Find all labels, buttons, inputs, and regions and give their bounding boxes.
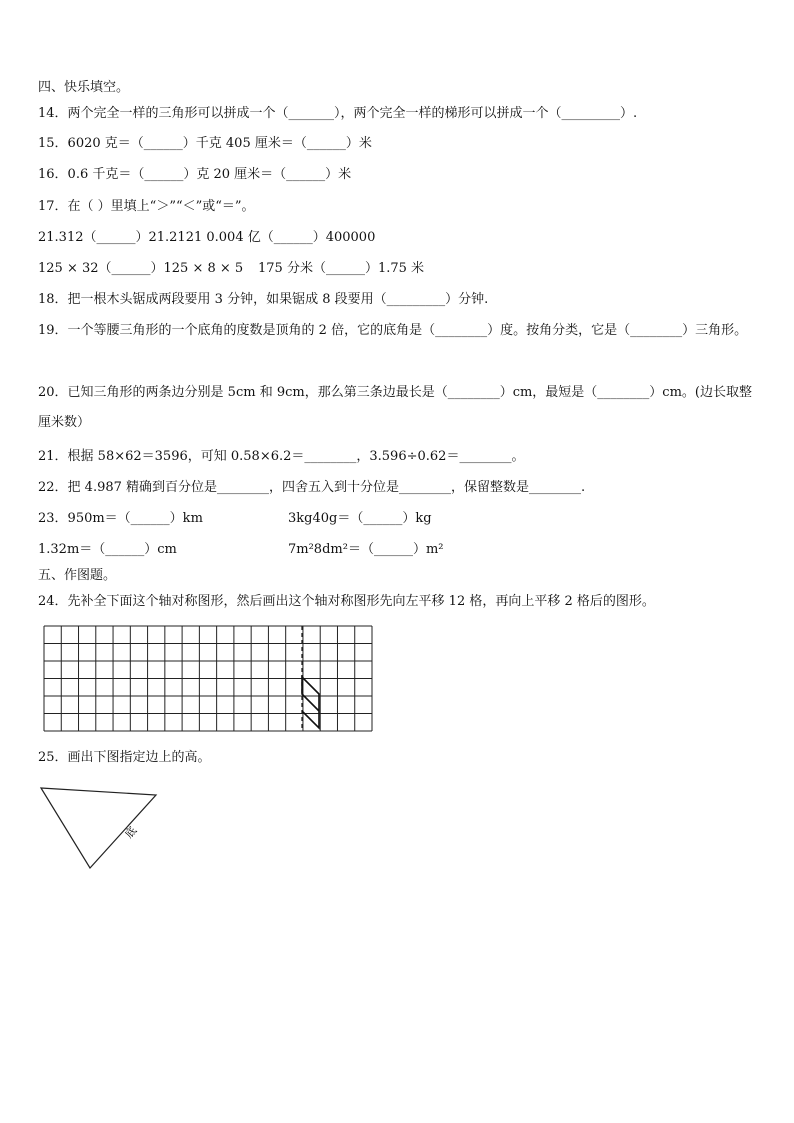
question-text: 先补全下面这个轴对称图形，然后画出这个轴对称图形先向左平移 12 格，再向上平移 2 格后的图形。 — [67, 594, 655, 609]
question-text: 把 4.987 精确到百分位是________，四舍五入到十分位是________，保留整数是________. — [67, 480, 586, 495]
section-heading-fill-blank: 四、快乐填空。 — [38, 80, 130, 95]
question-number: 18． — [38, 292, 68, 307]
question-text: 根据 58×62＝3596，可知 0.58×6.2＝________，3.596÷0.62＝________。 — [67, 449, 525, 464]
question-15 — [38, 135, 764, 153]
question-text: 画出下图指定边上的高。 — [67, 750, 211, 765]
question-number: 21． — [38, 449, 68, 464]
triangle-figure — [36, 783, 166, 873]
question-number: 20． — [38, 385, 68, 400]
question-number: 25． — [38, 750, 68, 765]
question-number: 24． — [38, 594, 68, 609]
question-part-b: 3kg40g＝（______）kg — [288, 511, 432, 526]
question-17-row-1: 21.312（______）21.2121 0.004 亿（______）400000 — [38, 230, 376, 245]
comparison-left: 125 × 32（______）125 × 8 × 5 — [38, 261, 244, 276]
question-24 — [38, 593, 764, 611]
comparison-right: 175 分米（______）1.75 米 — [258, 261, 425, 276]
base-label: 底 — [122, 824, 140, 841]
question-number: 17． — [38, 199, 68, 214]
question-part-a: 1.32m＝（______）cm — [38, 542, 177, 557]
question-text: 两个完全一样的三角形可以拼成一个（_______），两个完全一样的梯形可以拼成一个（_________）. — [67, 106, 638, 121]
question-21 — [38, 448, 764, 466]
question-25 — [38, 749, 764, 767]
question-number: 19． — [38, 323, 68, 338]
grid-figure — [40, 622, 380, 734]
half-figure — [302, 677, 319, 728]
question-number: 23． — [38, 511, 68, 526]
question-text: 0.6 千克＝（______）克 20 厘米＝（______）米 — [67, 167, 352, 182]
question-17-row-2 — [38, 260, 764, 278]
question-number: 16． — [38, 167, 68, 182]
question-14 — [38, 105, 764, 123]
section-heading-drawing: 五、作图题。 — [38, 568, 117, 583]
question-22 — [38, 479, 764, 497]
question-part-b: 7m²8dm²＝（______）m² — [288, 542, 444, 557]
question-text: 在（ ）里填上“＞”“＜”或“＝”。 — [67, 199, 255, 214]
question-number: 22． — [38, 480, 68, 495]
question-16 — [38, 166, 764, 184]
question-text: 6020 克＝（______）千克 405 厘米＝（______）米 — [67, 136, 372, 151]
triangle — [41, 788, 156, 868]
question-text: 已知三角形的两条边分别是 5cm 和 9cm，那么第三条边最长是（________）cm，最短是（________）cm。(边长取整厘米数） — [38, 385, 752, 430]
question-23 — [38, 510, 764, 528]
question-20 — [38, 378, 764, 438]
grid-lines — [44, 626, 372, 731]
question-part-a: 950m＝（______）km — [67, 511, 203, 526]
question-23-row-2 — [38, 541, 764, 559]
question-number: 14． — [38, 106, 68, 121]
question-text: 把一根木头锯成两段要用 3 分钟，如果锯成 8 段要用（_________）分钟. — [67, 292, 489, 307]
question-18 — [38, 291, 764, 309]
question-17 — [38, 198, 764, 216]
question-number: 15． — [38, 136, 68, 151]
question-19 — [38, 316, 764, 346]
question-text: 一个等腰三角形的一个底角的度数是顶角的 2 倍，它的底角是（________）度。按角分类，它是（________）三角形。 — [67, 323, 748, 338]
